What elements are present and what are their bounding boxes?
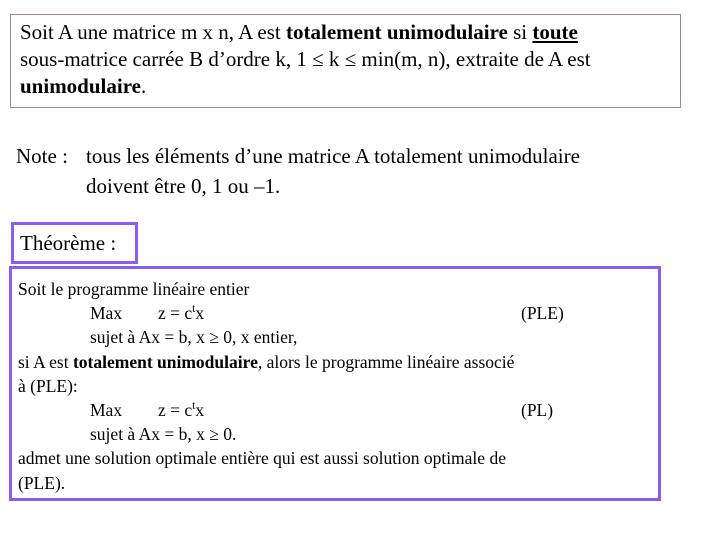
pl-tag: (PL)	[521, 400, 554, 421]
definition-line-2: sous-matrice carrée B d’ordre k, 1 ≤ k ≤ min(m, n), extraite de A est	[20, 47, 591, 71]
pl-constraints: sujet à Ax = b, x ≥ 0.	[90, 424, 237, 445]
theorem-associated: à (PLE):	[18, 375, 78, 396]
theorem-box	[9, 266, 661, 501]
theorem-intro: Soit le programme linéaire entier	[18, 279, 250, 299]
definition-box	[10, 14, 681, 108]
ple-tag: (PLE)	[521, 303, 564, 324]
ple-constraints: sujet à Ax = b, x ≥ 0, x entier,	[90, 327, 298, 348]
definition-emphasis: toute	[532, 20, 578, 44]
theorem-conclusion-1: admet une solution optimale entière qui est aussi solution optimale de	[18, 448, 506, 469]
theorem-title: Théorème :	[11, 222, 138, 264]
pl-objective-row: Max $z = c^tx$ (PL)	[18, 398, 658, 422]
note-line-1: tous les éléments d’une matrice A totalement unimodulaire	[86, 144, 580, 168]
definition-line-1: Soit A une matrice m x n, A est totalement unimodulaire si toute	[20, 20, 578, 44]
definition-term: totalement unimodulaire	[286, 20, 508, 44]
theorem-conclusion-2: (PLE).	[18, 472, 66, 493]
note	[16, 141, 706, 201]
ple-objective-row: Max $z = c^tx$ (PLE)	[18, 301, 658, 325]
note-label: Note :	[16, 144, 68, 168]
theorem-condition: si A est totalement unimodulaire, alors le programme linéaire associé	[18, 351, 515, 372]
note-line-2: doivent être 0, 1 ou –1.	[86, 174, 281, 198]
definition-line-3: unimodulaire.	[20, 74, 147, 98]
